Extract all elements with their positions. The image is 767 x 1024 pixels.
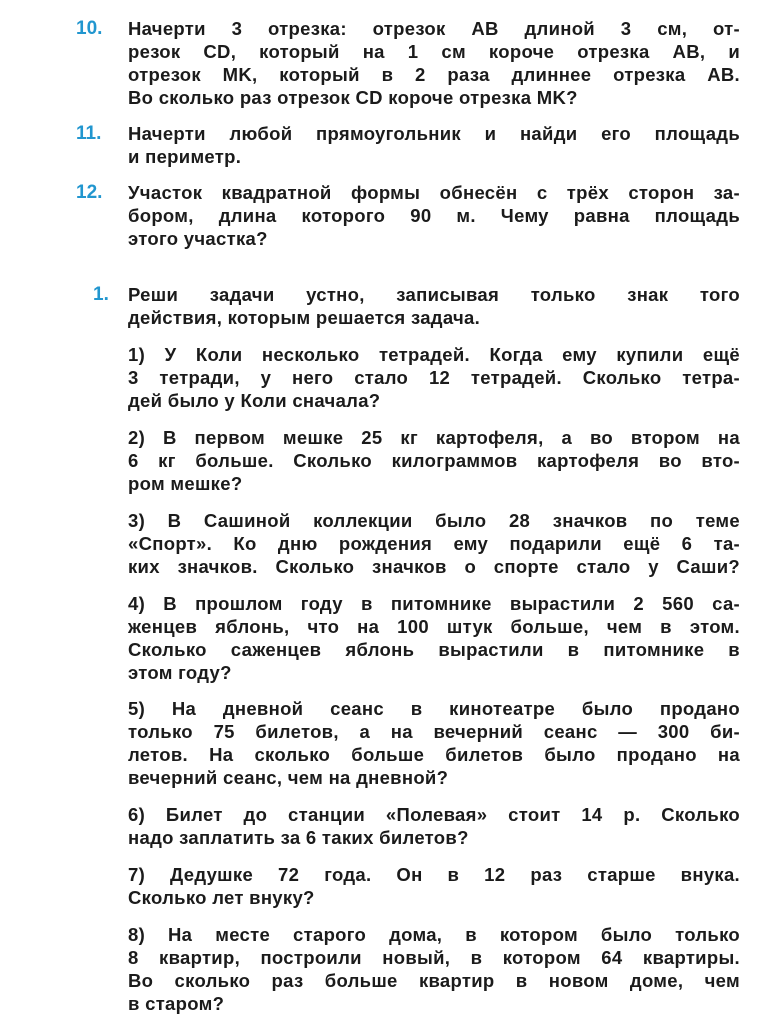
subtask-5	[128, 697, 740, 789]
text-line: и периметр.	[128, 146, 242, 167]
text-line: «Спорт». Ко дню рождения ему подарили ещё 6 та-	[128, 533, 740, 554]
text-line: 6 кг больше. Сколько килограммов картофеля во вто-	[128, 450, 740, 471]
text-line: Во сколько раз отрезок CD короче отрезка MK?	[128, 87, 578, 108]
task-number: 10.	[76, 18, 103, 39]
text-line: женцев яблонь, что на 100 штук больше, чем в этом.	[128, 616, 740, 637]
text-line: действия, которым решается задача.	[128, 307, 481, 328]
text-line: Во сколько раз больше квартир в новом доме, чем	[128, 970, 740, 991]
text-line: 3 тетради, у него стало 12 тетрадей. Сколько тетра-	[128, 367, 740, 388]
text-line: этом году?	[128, 662, 232, 683]
text-line: надо заплатить за 6 таких билетов?	[128, 827, 469, 848]
task-text	[128, 17, 740, 109]
subtask-6	[128, 803, 740, 849]
task-text	[128, 181, 740, 250]
text-line: дей было у Коли сначала?	[128, 390, 381, 411]
text-line: Участок квадратной формы обнесён с трёх сторон за-	[128, 182, 740, 203]
task-text	[128, 122, 740, 168]
text-line: ром мешке?	[128, 473, 243, 494]
text-line: бором, длина которого 90 м. Чему равна площадь	[128, 205, 740, 226]
text-line: Реши задачи устно, записывая только знак того	[128, 284, 740, 305]
text-line: Сколько лет внуку?	[128, 887, 315, 908]
text-line: 5) На дневной сеанс в кинотеатре было продано	[128, 698, 740, 719]
text-line: 1) У Коли несколько тетрадей. Когда ему купили ещё	[128, 344, 740, 365]
text-line: в старом?	[128, 993, 225, 1014]
task-number: 12.	[76, 182, 103, 203]
task-number: 1.	[93, 284, 109, 305]
text-line: 8) На месте старого дома, в котором было только	[128, 924, 740, 945]
subtask-7	[128, 863, 740, 909]
text-line: летов. На сколько больше билетов было продано на	[128, 744, 740, 765]
text-line: этого участка?	[128, 228, 268, 249]
subtask-3	[128, 509, 740, 578]
subtask-2	[128, 426, 740, 495]
text-line: 6) Билет до станции «Полевая» стоит 14 р. Сколько	[128, 804, 740, 825]
text-line: 7) Дедушке 72 года. Он в 12 раз старше внука.	[128, 864, 740, 885]
text-line: Начерти 3 отрезка: отрезок AB длиной 3 см, от-	[128, 18, 740, 39]
text-line: 3) В Сашиной коллекции было 28 значков по теме	[128, 510, 740, 531]
text-line: Начерти любой прямоугольник и найди его площадь	[128, 123, 740, 144]
text-line: Сколько саженцев яблонь вырастили в питомнике в	[128, 639, 740, 660]
subtask-8	[128, 923, 740, 1015]
task-number: 11.	[76, 123, 102, 144]
text-line: 8 квартир, построили новый, в котором 64 квартиры.	[128, 947, 740, 968]
text-line: 2) В первом мешке 25 кг картофеля, а во втором на	[128, 427, 740, 448]
text-line: только 75 билетов, а на вечерний сеанс — 300 би-	[128, 721, 740, 742]
subtask-1	[128, 343, 740, 412]
text-line: резок CD, который на 1 см короче отрезка AB, и	[128, 41, 740, 62]
text-line: отрезок MK, который в 2 раза длиннее отрезка AB.	[128, 64, 740, 85]
text-line: вечерний сеанс, чем на дневной?	[128, 767, 449, 788]
text-line: ких значков. Сколько значков о спорте стало у Саши?	[128, 556, 740, 577]
text-line: 4) В прошлом году в питомнике вырастили 2 560 са-	[128, 593, 740, 614]
subtask-4	[128, 592, 740, 684]
task-text	[128, 283, 740, 329]
